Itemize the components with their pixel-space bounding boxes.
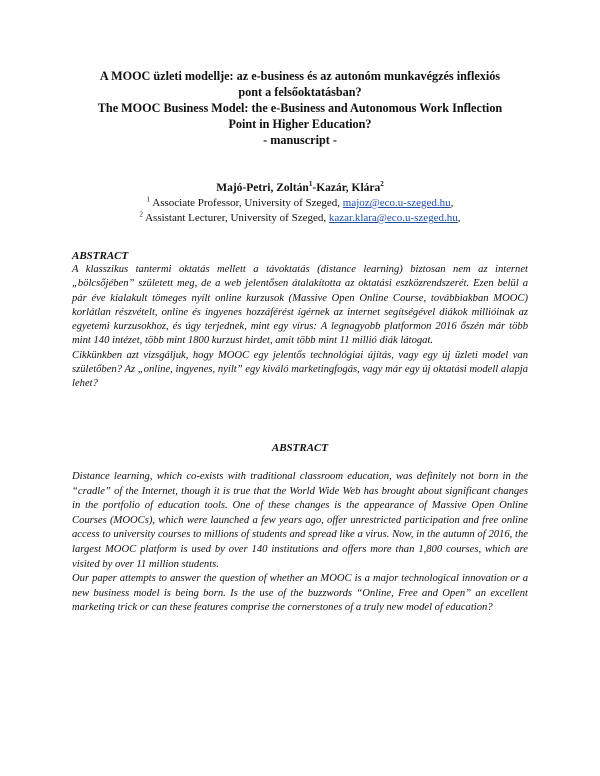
paper-title xyxy=(60,68,540,148)
affiliation-1 xyxy=(60,196,540,211)
abstract-en-heading: ABSTRACT xyxy=(271,442,329,454)
abstract-hu-body xyxy=(72,263,528,392)
author-separator: - xyxy=(312,182,317,194)
abstract-en-paragraph-1: Distance learning, which co-exists with traditional classroom education, was definitely not born in the “cradle” of the Internet, though it is true that the World Wide Web has brought about significant changes in the portfolio of education tools. One of these changes is the appearance of Massive Open Online Courses (MOOCs), which were launched a few years ago, offer unrestricted participation and free online access to university courses to millions of students and spread like a virus. Now, in the autumn of 2016, the largest MOOC platform is used by over 140 institutions and offers more than 1,800 courses, which are visited by over 11 million students. xyxy=(72,471,528,570)
affiliation-2-end: , xyxy=(457,212,461,224)
affiliation-2 xyxy=(60,211,540,226)
abstract-en-body xyxy=(72,470,528,616)
author-2: Kazár, Klára xyxy=(316,182,381,194)
author-1: Majó-Petri, Zoltán xyxy=(216,182,309,194)
title-hu-line2: pont a felsőoktatásban? xyxy=(238,85,362,99)
title-en-line2: Point in Higher Education? xyxy=(228,117,372,131)
author-names xyxy=(60,181,540,196)
email-link-kazar[interactable]: kazar.klara@eco.u-szeged.hu xyxy=(328,212,458,224)
author-block xyxy=(60,181,540,226)
affiliation-1-sup: 1 xyxy=(146,195,151,204)
abstract-hu-paragraph-1: A klasszikus tantermi oktatás mellett a távoktatás (distance learning) biztosan nem az internet „bölcsőjében” született meg, de a web jelentősen átalakította az oktatási eszközrendszerét. Ezen belül a pár éve kialakult tömeges nyílt online kurzusok (Massive Open Online Course, továbbiakban MOOC) korlátlan részvételt, online és ingyenes hozzáférést ígérnek az internet segítségével diákok millióinak az egyetemi kurzusokhoz, és úgy terjednek, mint egy vírus: A legnagyobb platformon 2016 őszén már több mint 140 intézet, több mint 1800 kurzust hirdet, amit több mint 11 millió diák látogat. xyxy=(72,264,528,347)
author-2-sup: 2 xyxy=(380,180,384,189)
abstract-hu-paragraph-2: Cikkünkben azt vizsgáljuk, hogy MOOC egy jelentős technológiai újítás, vagy egy új üzleti model van születőben? Az „online, ingyenes, nyílt” egy kiváló marketingfogás, vagy már egy új oktatási modell alapja lehet? xyxy=(72,349,528,390)
affiliation-2-text: Assistant Lecturer, University of Szeged, xyxy=(145,212,329,224)
author-1-sup: 1 xyxy=(308,180,313,189)
email-link-majoz[interactable]: majoz@eco.u-szeged.hu xyxy=(342,197,451,209)
abstract-hu-heading: ABSTRACT xyxy=(72,250,129,262)
title-hu-line1: A MOOC üzleti modellje: az e-business és az autonóm munkavégzés inflexiós xyxy=(99,69,501,83)
affiliation-1-end: , xyxy=(450,197,454,209)
abstract-en-paragraph-2: Our paper attempts to answer the question of whether an MOOC is a major technological innovation or a new business model is being born. Is the use of the buzzwords “Online, Free and Open” an excellent marketing trick or can these features comprise the cornerstones of a truly new model of education? xyxy=(72,573,528,614)
title-en-line1: The MOOC Business Model: the e-Business and Autonomous Work Inflection xyxy=(97,101,503,115)
title-manuscript-tag: - manuscript - xyxy=(263,133,337,147)
affiliation-2-sup: 2 xyxy=(139,210,143,219)
affiliation-1-text: Associate Professor, University of Szeged, xyxy=(152,197,343,209)
